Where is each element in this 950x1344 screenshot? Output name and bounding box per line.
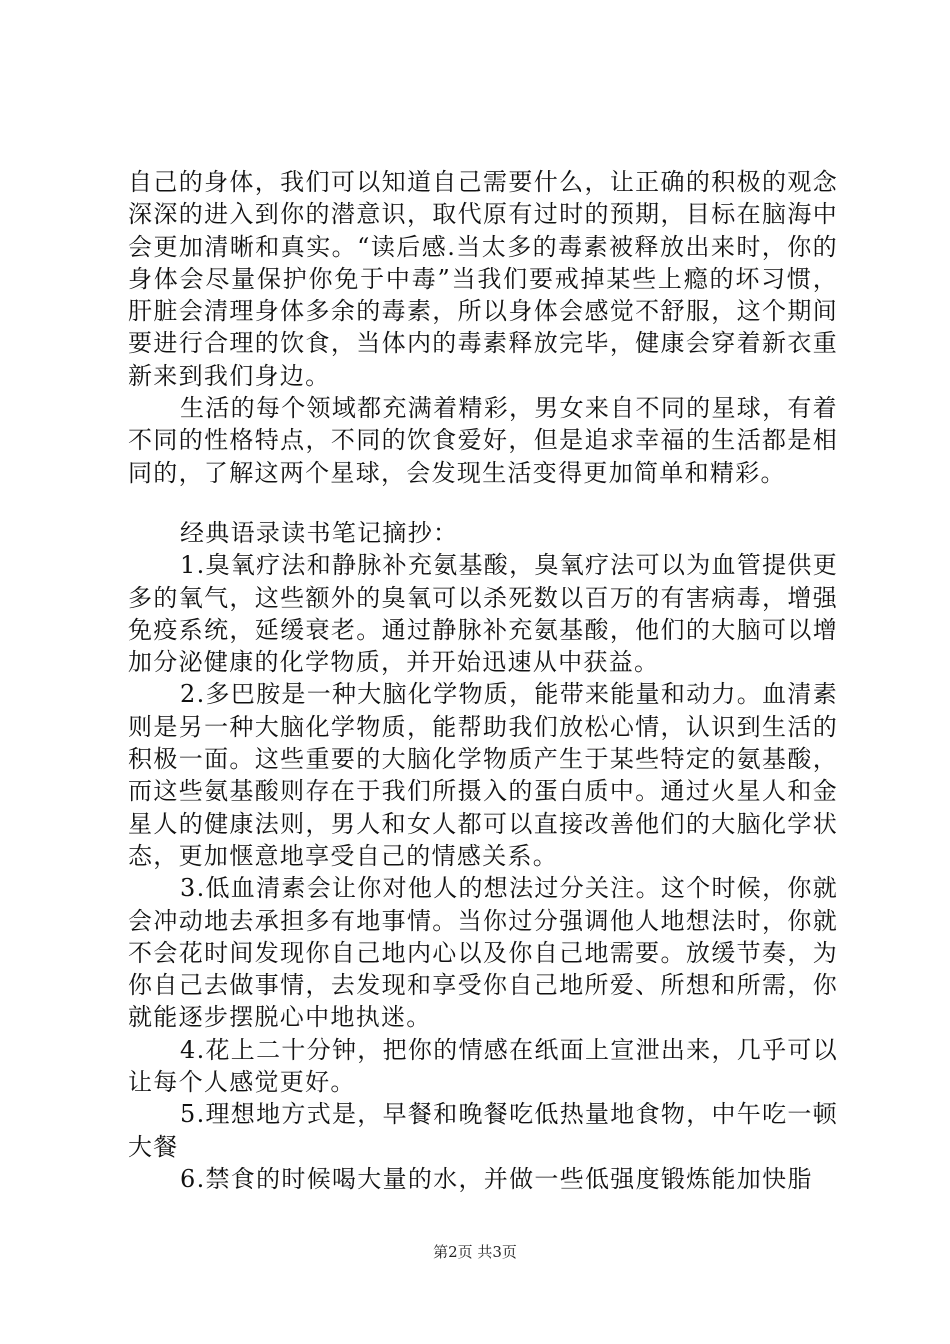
paragraph-continued: 自己的身体，我们可以知道自己需要什么，让正确的积极的观念深深的进入到你的潜意识，取代原有过时的预期，目标在脑海中会更加清晰和真实。“读后感.当太多的毒素被释放出来时，你的身体会尽量保护你免于中毒”当我们要戒掉某些上瘾的坏习惯，肝脏会清理身体多余的毒素，所以身体会感觉不舒服，这个期间要进行合理的饮食，当体内的毒素释放完毕，健康会穿着新衣重新来到我们身边。	[128, 168, 838, 390]
page-number-footer: 第2页 共3页	[433, 1243, 517, 1261]
quote-item-1: 1.臭氧疗法和静脉补充氨基酸，臭氧疗法可以为血管提供更多的氧气，这些额外的臭氧可以杀死数以百万的有害病毒，增强免疫系统，延缓衰老。通过静脉补充氨基酸，他们的大脑可以增加分泌健康的化学物质，并开始迅速从中获益。	[128, 551, 838, 677]
paragraph-gap	[128, 489, 838, 517]
quote-item-4: 4.花上二十分钟，把你的情感在纸面上宣泄出来，几乎可以让每个人感觉更好。	[128, 1035, 838, 1097]
quote-item-5: 5.理想地方式是，早餐和晚餐吃低热量地食物，中午吃一顿大餐	[128, 1100, 838, 1161]
section-heading-quotes: 经典语录读书笔记摘抄：	[180, 518, 459, 547]
quote-item-3: 3.低血清素会让你对他人的想法过分关注。这个时候，你就会冲动地去承担多有地事情。当你过分强调他人地想法时，你就不会花时间发现你自己地内心以及你自己地需要。放缓节奏，为你自己去做事情，去发现和享受你自己地所爱、所想和所需，你就能逐步摆脱心中地执迷。	[128, 874, 838, 1032]
paragraph-planets: 生活的每个领域都充满着精彩，男女来自不同的星球，有着不同的性格特点，不同的饮食爱好，但是追求幸福的生活都是相同的，了解这两个星球，会发现生活变得更加简单和精彩。	[128, 394, 838, 487]
quote-item-2: 2.多巴胺是一种大脑化学物质，能带来能量和动力。血清素则是另一种大脑化学物质，能帮助我们放松心情，认识到生活的积极一面。这些重要的大脑化学物质产生于某些特定的氨基酸，而这些氨基酸则存在于我们所摄入的蛋白质中。通过火星人和金星人的健康法则，男人和女人都可以直接改善他们的大脑化学状态，更加惬意地享受自己的情感关系。	[128, 680, 838, 870]
document-body	[128, 166, 838, 1195]
quote-item-6: 6.禁食的时候喝大量的水，并做一些低强度锻炼能加快脂	[180, 1164, 813, 1193]
